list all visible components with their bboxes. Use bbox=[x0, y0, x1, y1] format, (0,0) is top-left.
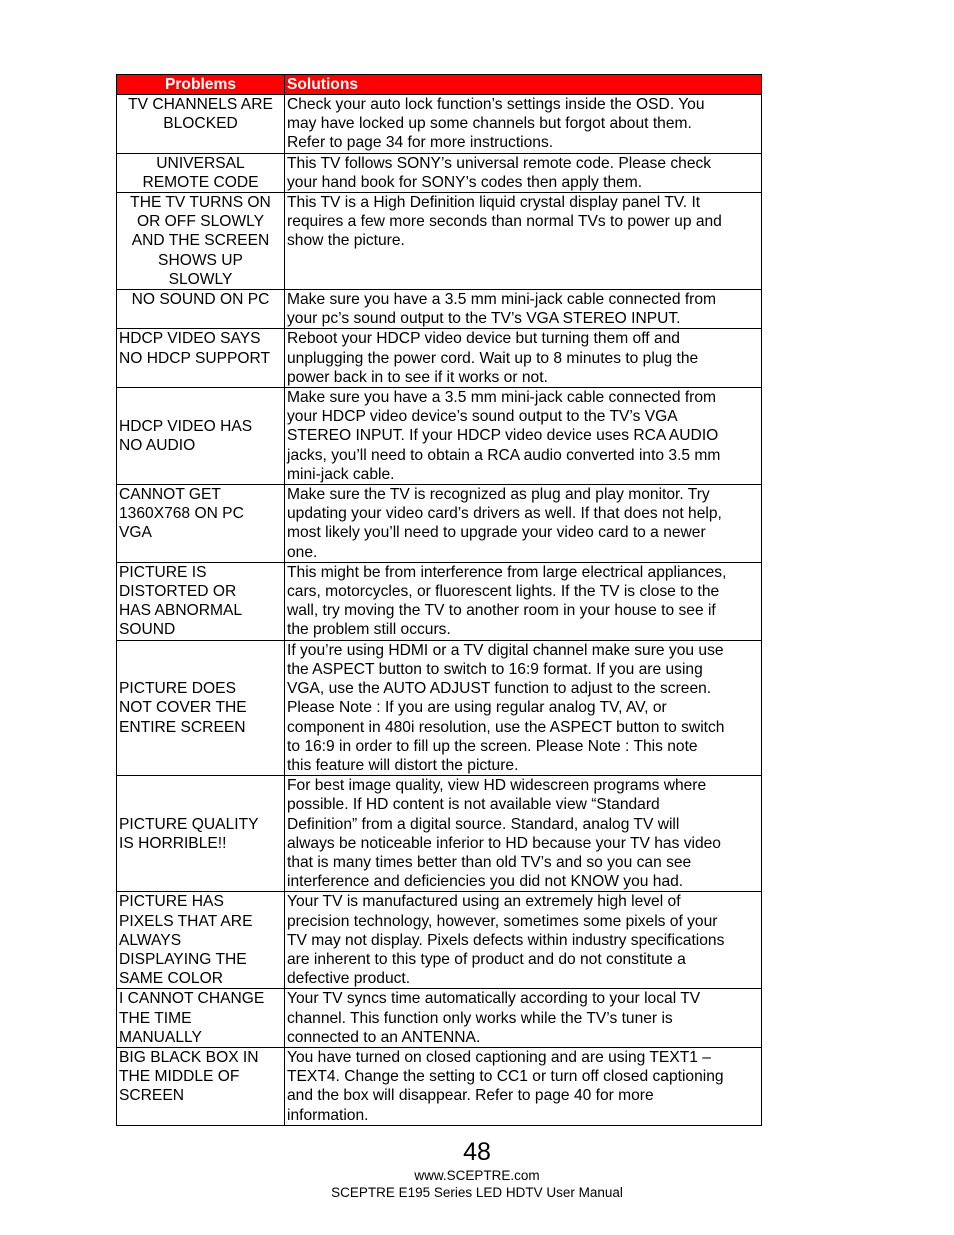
problem-cell: UNIVERSAL REMOTE CODE bbox=[117, 153, 285, 192]
table-row bbox=[117, 1047, 762, 1125]
solution-cell: Make sure the TV is recognized as plug and play monitor. Try updating your video card’s drivers as well. If that does not help, most likely you’ll need to upgrade your video card to a newer one. bbox=[285, 485, 762, 563]
table-row bbox=[117, 562, 762, 640]
table-row bbox=[117, 640, 762, 775]
table-row bbox=[117, 388, 762, 485]
problem-cell: HDCP VIDEO SAYS NO HDCP SUPPORT bbox=[117, 329, 285, 388]
problems-header: Problems bbox=[117, 75, 285, 95]
problem-cell: I CANNOT CHANGE THE TIME MANUALLY bbox=[117, 989, 285, 1048]
problem-cell: THE TV TURNS ON OR OFF SLOWLY AND THE SCREEN SHOWS UP SLOWLY bbox=[117, 193, 285, 290]
problem-cell: CANNOT GET 1360X768 ON PC VGA bbox=[117, 485, 285, 563]
table-row bbox=[117, 153, 762, 192]
solution-cell: Your TV syncs time automatically according to your local TV channel. This function only works while the TV’s tuner is connected to an ANTENNA. bbox=[285, 989, 762, 1048]
solution-cell: Check your auto lock function’s settings inside the OSD. You may have locked up some channels but forgot about them. Refer to page 34 for more instructions. bbox=[285, 95, 762, 154]
solution-cell: This TV is a High Definition liquid crystal display panel TV. It requires a few more seconds than normal TVs to power up and show the picture. bbox=[285, 193, 762, 290]
problem-cell: PICTURE IS DISTORTED OR HAS ABNORMAL SOUND bbox=[117, 562, 285, 640]
problem-cell: PICTURE HAS PIXELS THAT ARE ALWAYS DISPLAYING THE SAME COLOR bbox=[117, 892, 285, 989]
solution-cell: If you’re using HDMI or a TV digital channel make sure you use the ASPECT button to switch to 16:9 format. If you are using VGA, use the AUTO ADJUST function to adjust to the screen. Please Note : If you are using regular analog TV, AV, or component in 480i resolution, use the ASPECT button to switch to 16:9 in order to fill up the screen. Please Note : This note this feature will distort the picture. bbox=[285, 640, 762, 775]
solution-cell: Make sure you have a 3.5 mm mini-jack cable connected from your pc’s sound output to the TV’s VGA STEREO INPUT. bbox=[285, 290, 762, 329]
solution-cell: For best image quality, view HD widescreen programs where possible. If HD content is not available view “Standard Definition” from a digital source. Standard, analog TV will always be noticeable inferior to HD because your TV has video that is many times better than old TV’s and so you can see interference and deficiencies you did not KNOW you had. bbox=[285, 776, 762, 892]
table-row bbox=[117, 290, 762, 329]
problem-cell: PICTURE QUALITY IS HORRIBLE!! bbox=[117, 776, 285, 892]
troubleshooting-table bbox=[116, 74, 762, 1126]
table-row bbox=[117, 95, 762, 154]
problem-cell: PICTURE DOES NOT COVER THE ENTIRE SCREEN bbox=[117, 640, 285, 775]
solution-cell: Reboot your HDCP video device but turning them off and unplugging the power cord. Wait up to 8 minutes to plug the power back in to see if it works or not. bbox=[285, 329, 762, 388]
table-row bbox=[117, 485, 762, 563]
table-row bbox=[117, 329, 762, 388]
solution-cell: You have turned on closed captioning and are using TEXT1 – TEXT4. Change the setting to CC1 or turn off closed captioning and the box will disappear. Refer to page 40 for more information. bbox=[285, 1047, 762, 1125]
table-row bbox=[117, 892, 762, 989]
solutions-header: Solutions bbox=[285, 75, 762, 95]
manual-title: SCEPTRE E195 Series LED HDTV User Manual bbox=[331, 1185, 623, 1200]
table-row bbox=[117, 776, 762, 892]
table-row bbox=[117, 989, 762, 1048]
problem-cell: BIG BLACK BOX IN THE MIDDLE OF SCREEN bbox=[117, 1047, 285, 1125]
website-url: www.SCEPTRE.com bbox=[414, 1168, 540, 1183]
solution-cell: Make sure you have a 3.5 mm mini-jack cable connected from your HDCP video device’s sound output to the TV’s VGA STEREO INPUT. If your HDCP video device uses RCA AUDIO jacks, you’ll need to obtain a RCA audio converted into 3.5 mm mini-jack cable. bbox=[285, 388, 762, 485]
problem-cell: TV CHANNELS ARE BLOCKED bbox=[117, 95, 285, 154]
table-row bbox=[117, 193, 762, 290]
solution-cell: Your TV is manufactured using an extremely high level of precision technology, however, sometimes some pixels of your TV may not display. Pixels defects within industry specifications are inherent to this type of product and do not constitute a defective product. bbox=[285, 892, 762, 989]
table-header-row bbox=[117, 75, 762, 95]
solution-cell: This TV follows SONY’s universal remote code. Please check your hand book for SONY’s codes then apply them. bbox=[285, 153, 762, 192]
problem-cell: HDCP VIDEO HAS NO AUDIO bbox=[117, 388, 285, 485]
page-number: 48 bbox=[463, 1138, 491, 1166]
problem-cell: NO SOUND ON PC bbox=[117, 290, 285, 329]
solution-cell: This might be from interference from large electrical appliances, cars, motorcycles, or fluorescent lights. If the TV is close to the wall, try moving the TV to another room in your house to see if the problem still occurs. bbox=[285, 562, 762, 640]
